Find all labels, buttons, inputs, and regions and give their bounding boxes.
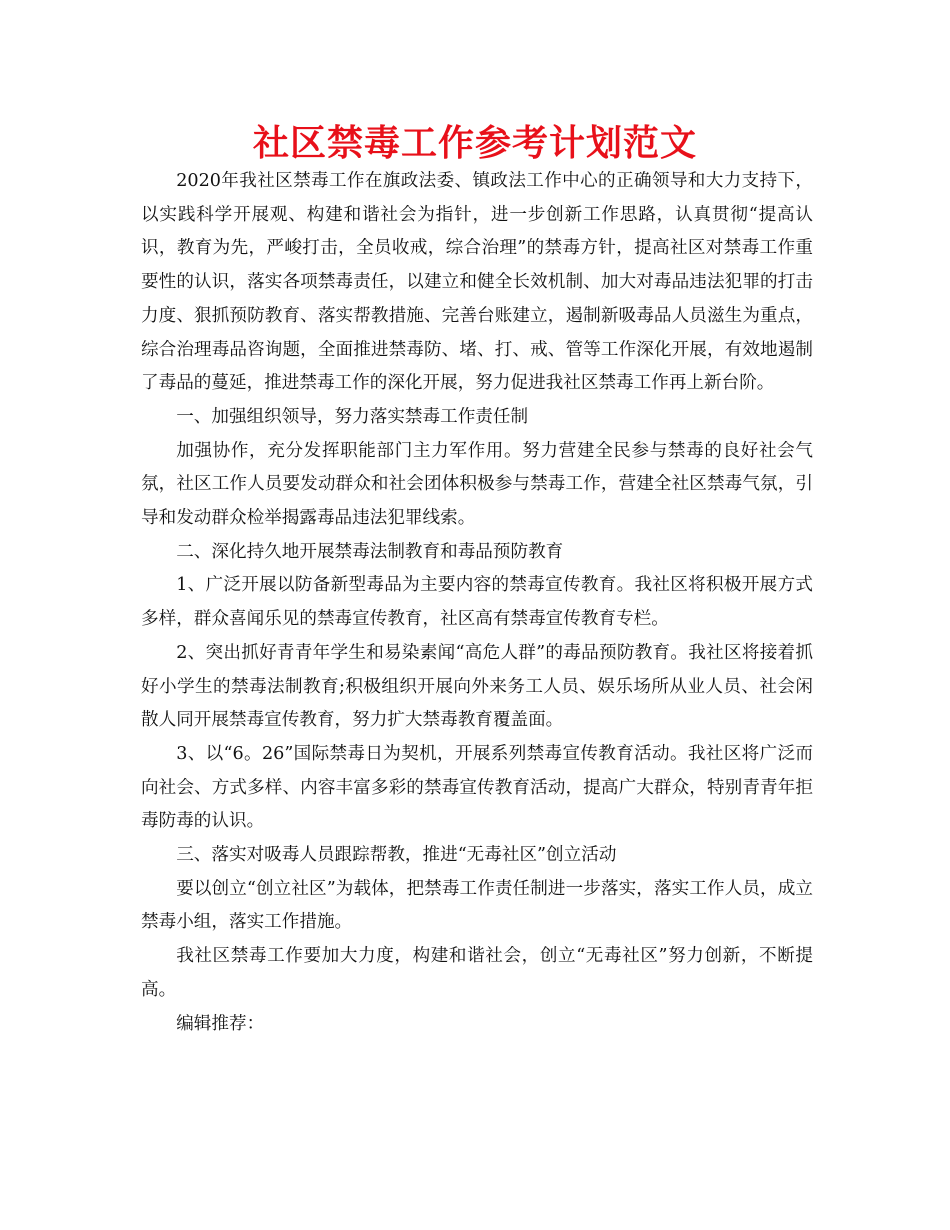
section-heading-3: 三、落实对吸毒人员跟踪帮教，推进“无毒社区”创立活动: [176, 845, 617, 866]
paragraph-section-3: 要以创立“创立社区”为载体，把禁毒工作责任制进一步落实，落实工作人员，成立禁毒小组，落实工作措施。: [141, 878, 813, 933]
document-title: 社区禁毒工作参考计划范文: [252, 123, 697, 164]
paragraph-closing: 我社区禁毒工作要加大力度，构建和谐社会，创立“无毒社区”努力创新，不断提高。: [141, 946, 813, 1000]
paragraph-item-2: 2、突出抓好青青年学生和易染素闻“高危人群”的毒品预防教育。我社区将接着抓好小学生的禁毒法制教育;积极组织开展向外来务工人员、娱乐场所从业人员、社会闲散人同开展禁毒宣传教育，努力扩大禁毒教育覆盖面。: [141, 642, 813, 731]
editor-recommendation: 编辑推荐：: [176, 1013, 265, 1034]
section-heading-1: 一、加强组织领导，努力落实禁毒工作责任制: [176, 406, 529, 427]
paragraph-item-1: 1、广泛开展以防备新型毒品为主要内容的禁毒宣传教育。我社区将积极开展方式多样，群众喜闻乐见的禁毒宣传教育，社区高有禁毒宣传教育专栏。: [141, 575, 813, 630]
section-heading-2: 二、深化持久地开展禁毒法制教育和毒品预防教育: [176, 541, 564, 562]
paragraph-intro: 2020年我社区禁毒工作在旗政法委、镇政法工作中心的正确领导和大力支持下，以实践科学开展观、构建和谐社会为指针，进一步创新工作思路，认真贯彻“提高认识，教育为先，严峻打击，全员收戒，综合治理”的禁毒方针，提高社区对禁毒工作重要性的认识，落实各项禁毒责任，以建立和健全长效机制、加大对毒品违法犯罪的打击力度、狠抓预防教育、落实帮教措施、完善台账建立，遏制新吸毒品人员滋生为重点，综合治理毒品咨询题，全面推进禁毒防、堵、打、戒、管等工作深化开展，有效地遏制了毒品的蔓延，推进禁毒工作的深化开展，努力促进我社区禁毒工作再上新台阶。: [141, 171, 813, 394]
document-body: [141, 165, 813, 1041]
paragraph-section-1: 加强协作，充分发挥职能部门主力军作用。努力营建全民参与禁毒的良好社会气氛，社区工作人员要发动群众和社会团体积极参与禁毒工作，营建全社区禁毒气氛，引导和发动群众检举揭露毒品违法犯罪线索。: [141, 440, 813, 529]
paragraph-item-3: 3、以“6。26”国际禁毒日为契机，开展系列禁毒宣传教育活动。我社区将广泛而向社会、方式多样、内容丰富多彩的禁毒宣传教育活动，提高广大群众，特别青青年拒毒防毒的认识。: [141, 743, 813, 832]
